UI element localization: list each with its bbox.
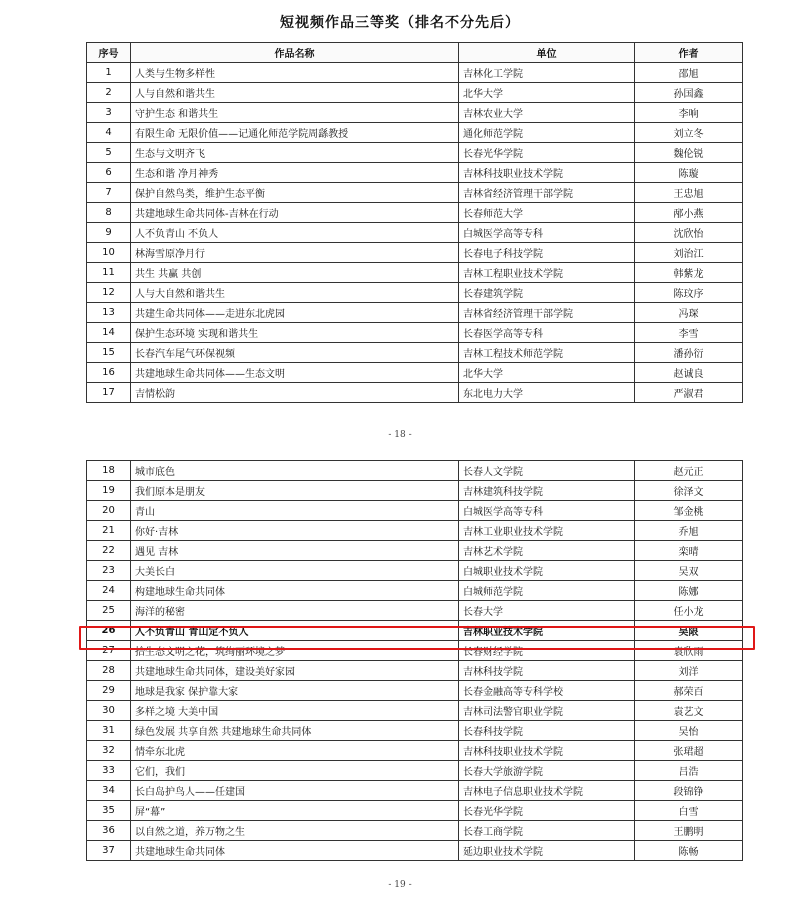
row-unit: 吉林司法警官职业学院 — [459, 701, 635, 721]
row-no: 10 — [87, 243, 131, 263]
row-work: 人类与生物多样性 — [131, 63, 459, 83]
row-author: 陈畅 — [635, 841, 743, 861]
row-unit: 长春光华学院 — [459, 801, 635, 821]
row-work: 城市底色 — [131, 461, 459, 481]
row-no: 16 — [87, 363, 131, 383]
row-no: 14 — [87, 323, 131, 343]
row-work: 屏“幕” — [131, 801, 459, 821]
row-unit: 吉林省经济管理干部学院 — [459, 303, 635, 323]
table-row — [87, 63, 743, 83]
row-no: 32 — [87, 741, 131, 761]
row-work: 拾生态文明之花，筑绚丽环境之梦 — [131, 641, 459, 661]
header-work: 作品名称 — [131, 43, 459, 63]
row-no: 36 — [87, 821, 131, 841]
row-author: 王鹏明 — [635, 821, 743, 841]
page-number-19: - 19 - — [388, 880, 412, 890]
row-work: 共建生命共同体——走进东北虎园 — [131, 303, 459, 323]
row-unit: 白城师范学院 — [459, 581, 635, 601]
row-no: 27 — [87, 641, 131, 661]
row-author: 李响 — [635, 103, 743, 123]
table-row — [87, 283, 743, 303]
row-no: 21 — [87, 521, 131, 541]
row-work: 共建地球生命共同体——生态文明 — [131, 363, 459, 383]
row-no: 25 — [87, 601, 131, 621]
table-row — [87, 621, 743, 641]
table-row — [87, 701, 743, 721]
row-unit: 长春金融高等专科学校 — [459, 681, 635, 701]
row-no: 35 — [87, 801, 131, 821]
row-no: 11 — [87, 263, 131, 283]
row-author: 吴怡 — [635, 721, 743, 741]
row-no: 29 — [87, 681, 131, 701]
row-author: 邵旭 — [635, 63, 743, 83]
row-unit: 吉林电子信息职业技术学院 — [459, 781, 635, 801]
row-no: 13 — [87, 303, 131, 323]
row-work: 以自然之道，养万物之生 — [131, 821, 459, 841]
table-row — [87, 343, 743, 363]
row-no: 9 — [87, 223, 131, 243]
row-unit: 白城职业技术学院 — [459, 561, 635, 581]
row-unit: 吉林工业职业技术学院 — [459, 521, 635, 541]
row-author: 乔旭 — [635, 521, 743, 541]
row-work: 海洋的秘密 — [131, 601, 459, 621]
row-unit: 吉林工程职业技术学院 — [459, 263, 635, 283]
row-author: 严淑君 — [635, 383, 743, 403]
row-work: 多样之境 大美中国 — [131, 701, 459, 721]
row-unit: 长春电子科技学院 — [459, 243, 635, 263]
row-author: 孙国鑫 — [635, 83, 743, 103]
table-row — [87, 83, 743, 103]
table-row — [87, 801, 743, 821]
row-work: 人与大自然和谐共生 — [131, 283, 459, 303]
row-unit: 通化师范学院 — [459, 123, 635, 143]
row-unit: 长春人文学院 — [459, 461, 635, 481]
table-row — [87, 461, 743, 481]
table-row — [87, 681, 743, 701]
row-work: 保护自然鸟类，维护生态平衡 — [131, 183, 459, 203]
table-row — [87, 323, 743, 343]
row-no: 19 — [87, 481, 131, 501]
table-row — [87, 561, 743, 581]
row-author: 李雪 — [635, 323, 743, 343]
row-author: 冯琛 — [635, 303, 743, 323]
row-work: 情牵东北虎 — [131, 741, 459, 761]
table-row — [87, 183, 743, 203]
row-unit: 吉林化工学院 — [459, 63, 635, 83]
table-row — [87, 841, 743, 861]
row-author: 吴限 — [635, 621, 743, 641]
table-row — [87, 741, 743, 761]
row-unit: 北华大学 — [459, 83, 635, 103]
row-work: 有限生命 无限价值——记通化师范学院周繇教授 — [131, 123, 459, 143]
row-unit: 长春大学 — [459, 601, 635, 621]
row-no: 18 — [87, 461, 131, 481]
table-row — [87, 541, 743, 561]
row-author: 袁欣雨 — [635, 641, 743, 661]
row-work: 长春汽车尾气环保视频 — [131, 343, 459, 363]
table-row — [87, 581, 743, 601]
row-no: 1 — [87, 63, 131, 83]
row-work: 吉情松韵 — [131, 383, 459, 403]
row-author: 吕浩 — [635, 761, 743, 781]
row-unit: 长春工商学院 — [459, 821, 635, 841]
table-row — [87, 821, 743, 841]
row-author: 魏伦锐 — [635, 143, 743, 163]
row-unit: 白城医学高等专科 — [459, 223, 635, 243]
row-unit: 长春财经学院 — [459, 641, 635, 661]
row-unit: 长春医学高等专科 — [459, 323, 635, 343]
row-unit: 吉林农业大学 — [459, 103, 635, 123]
row-work: 它们，我们 — [131, 761, 459, 781]
row-no: 22 — [87, 541, 131, 561]
header-author: 作者 — [635, 43, 743, 63]
row-work: 生态和谐 净月神秀 — [131, 163, 459, 183]
table-row — [87, 521, 743, 541]
row-author: 邴小燕 — [635, 203, 743, 223]
row-no: 6 — [87, 163, 131, 183]
table-row — [87, 721, 743, 741]
row-author: 邹金桃 — [635, 501, 743, 521]
row-no: 8 — [87, 203, 131, 223]
row-unit: 北华大学 — [459, 363, 635, 383]
row-unit: 吉林职业技术学院 — [459, 621, 635, 641]
row-work: 人不负青山 不负人 — [131, 223, 459, 243]
table-row — [87, 641, 743, 661]
row-no: 5 — [87, 143, 131, 163]
row-work: 青山 — [131, 501, 459, 521]
row-no: 2 — [87, 83, 131, 103]
row-no: 15 — [87, 343, 131, 363]
row-work: 构建地球生命共同体 — [131, 581, 459, 601]
table-row — [87, 781, 743, 801]
row-author: 吴双 — [635, 561, 743, 581]
row-work: 守护生态 和谐共生 — [131, 103, 459, 123]
table-row — [87, 501, 743, 521]
row-no: 26 — [87, 621, 131, 641]
row-unit: 吉林科技职业技术学院 — [459, 741, 635, 761]
row-author: 刘治江 — [635, 243, 743, 263]
row-author: 潘孙衍 — [635, 343, 743, 363]
page-number-18: - 18 - — [388, 430, 412, 440]
row-work: 林海雪原净月行 — [131, 243, 459, 263]
page-title: 短视频作品三等奖（排名不分先后） — [280, 15, 520, 31]
row-author: 段锦铮 — [635, 781, 743, 801]
row-author: 王忠旭 — [635, 183, 743, 203]
row-work: 地球是我家 保护靠大家 — [131, 681, 459, 701]
row-author: 栾晴 — [635, 541, 743, 561]
row-work: 共建地球生命共同体 — [131, 841, 459, 861]
row-work: 生态与文明齐飞 — [131, 143, 459, 163]
awards-table-page-18 — [86, 42, 743, 403]
table-row — [87, 123, 743, 143]
row-author: 陈璇 — [635, 163, 743, 183]
table-row — [87, 363, 743, 383]
row-unit: 白城医学高等专科 — [459, 501, 635, 521]
row-author: 郝荣百 — [635, 681, 743, 701]
table-row — [87, 761, 743, 781]
table-row — [87, 103, 743, 123]
row-no: 24 — [87, 581, 131, 601]
row-unit: 长春建筑学院 — [459, 283, 635, 303]
table-row — [87, 143, 743, 163]
table-row — [87, 243, 743, 263]
table-row — [87, 203, 743, 223]
row-unit: 东北电力大学 — [459, 383, 635, 403]
row-no: 34 — [87, 781, 131, 801]
table-header-row — [87, 43, 743, 63]
row-no: 23 — [87, 561, 131, 581]
row-work: 人与自然和谐共生 — [131, 83, 459, 103]
row-work: 共建地球生命共同体，建设美好家园 — [131, 661, 459, 681]
row-work: 共建地球生命共同体-吉林在行动 — [131, 203, 459, 223]
awards-table-page-19 — [86, 460, 743, 861]
row-unit: 吉林建筑科技学院 — [459, 481, 635, 501]
row-author: 陈娜 — [635, 581, 743, 601]
row-unit: 吉林科技学院 — [459, 661, 635, 681]
row-author: 张珺超 — [635, 741, 743, 761]
header-no: 序号 — [87, 43, 131, 63]
row-no: 31 — [87, 721, 131, 741]
row-author: 袁艺文 — [635, 701, 743, 721]
row-work: 遇见 吉林 — [131, 541, 459, 561]
row-unit: 吉林省经济管理干部学院 — [459, 183, 635, 203]
table-row — [87, 383, 743, 403]
row-author: 韩紫龙 — [635, 263, 743, 283]
row-author: 刘立冬 — [635, 123, 743, 143]
row-no: 4 — [87, 123, 131, 143]
row-no: 30 — [87, 701, 131, 721]
row-author: 白雪 — [635, 801, 743, 821]
table-row — [87, 163, 743, 183]
row-unit: 长春科技学院 — [459, 721, 635, 741]
row-no: 37 — [87, 841, 131, 861]
row-work: 你好·吉林 — [131, 521, 459, 541]
row-no: 12 — [87, 283, 131, 303]
row-work: 我们原本是朋友 — [131, 481, 459, 501]
table-row — [87, 661, 743, 681]
row-no: 20 — [87, 501, 131, 521]
row-author: 刘洋 — [635, 661, 743, 681]
row-unit: 长春光华学院 — [459, 143, 635, 163]
row-no: 7 — [87, 183, 131, 203]
row-author: 徐泽文 — [635, 481, 743, 501]
header-unit: 单位 — [459, 43, 635, 63]
row-unit: 长春大学旅游学院 — [459, 761, 635, 781]
row-no: 3 — [87, 103, 131, 123]
row-unit: 吉林艺术学院 — [459, 541, 635, 561]
row-author: 赵诚良 — [635, 363, 743, 383]
row-author: 赵元正 — [635, 461, 743, 481]
row-work: 人不负青山 青山定不负人 — [131, 621, 459, 641]
row-author: 陈玟序 — [635, 283, 743, 303]
table-row — [87, 481, 743, 501]
row-unit: 吉林工程技术师范学院 — [459, 343, 635, 363]
row-work: 共生 共赢 共创 — [131, 263, 459, 283]
table-row — [87, 303, 743, 323]
row-unit: 长春师范大学 — [459, 203, 635, 223]
row-author: 任小龙 — [635, 601, 743, 621]
row-work: 长白岛护鸟人——任建国 — [131, 781, 459, 801]
row-no: 28 — [87, 661, 131, 681]
row-unit: 延边职业技术学院 — [459, 841, 635, 861]
row-work: 绿色发展 共享自然 共建地球生命共同体 — [131, 721, 459, 741]
table-row — [87, 223, 743, 243]
table-row — [87, 601, 743, 621]
row-work: 保护生态环境 实现和谐共生 — [131, 323, 459, 343]
table-row — [87, 263, 743, 283]
row-unit: 吉林科技职业技术学院 — [459, 163, 635, 183]
row-author: 沈欣怡 — [635, 223, 743, 243]
row-no: 17 — [87, 383, 131, 403]
row-work: 大美长白 — [131, 561, 459, 581]
row-no: 33 — [87, 761, 131, 781]
